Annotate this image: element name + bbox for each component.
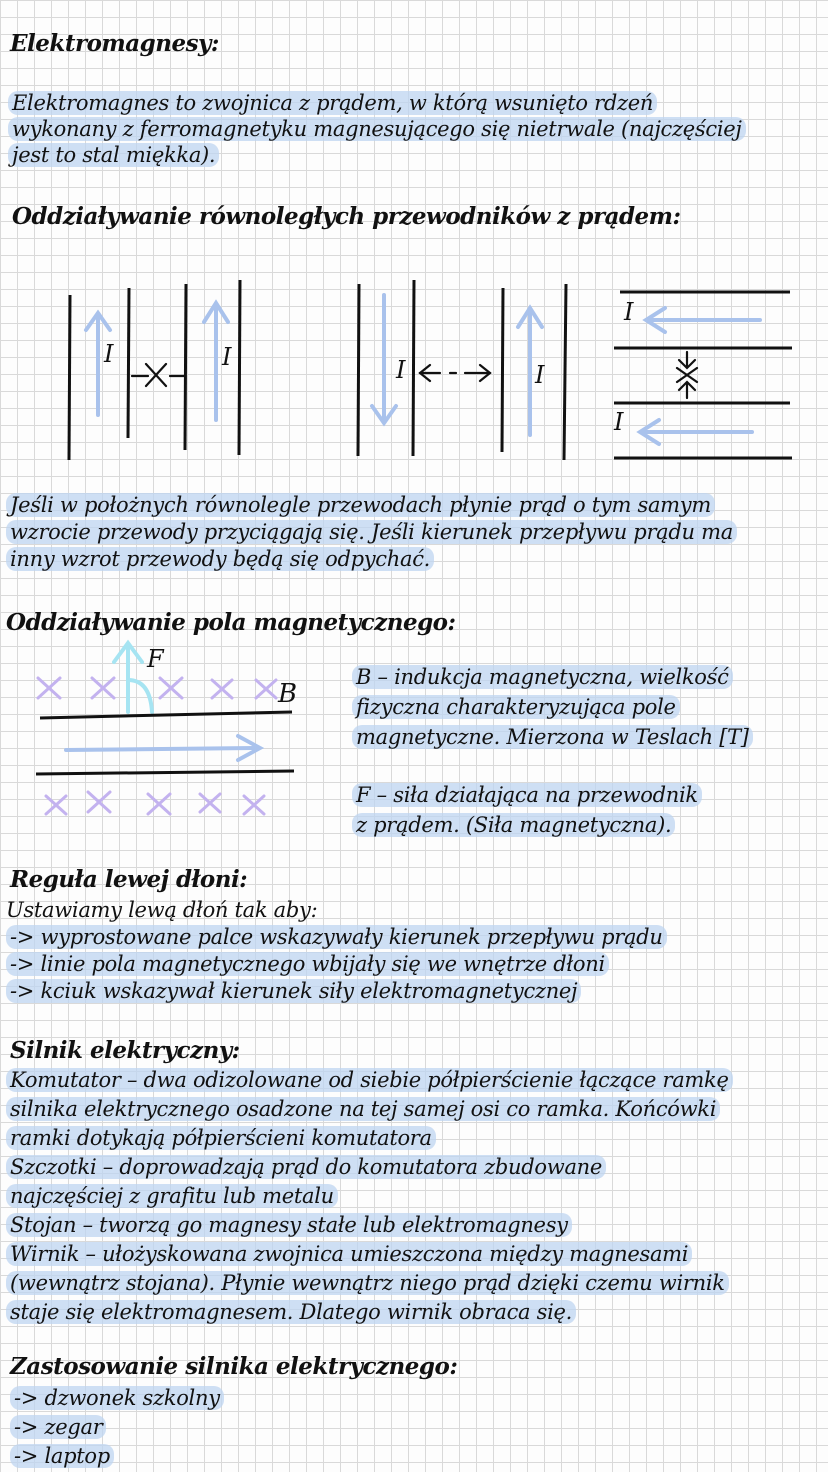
current-down-arrow [372, 295, 396, 423]
heading-magnetic-field: Oddziaływanie pola magnetycznego: [6, 609, 456, 636]
text-line: Elektromagnes to zwojnica z prądem, w którą wsunięto rdzeń [8, 91, 657, 115]
text-line: wzrocie przewody przyciągają się. Jeśli kierunek przepływu prądu ma [6, 520, 737, 544]
force-description [352, 780, 702, 840]
current-left-arrow [640, 420, 752, 444]
induction-label: B [278, 679, 298, 709]
heading-electromagnets: Elektromagnesy: [10, 30, 219, 57]
electromagnet-definition [8, 90, 746, 168]
current-label: I [104, 340, 114, 368]
text-line: Komutator – dwa odizolowane od siebie półpierścienie łączące ramkę [6, 1068, 733, 1092]
list-item: -> kciuk wskazywał kierunek siły elektromagnetycznej [6, 979, 581, 1003]
current-label: I [614, 408, 624, 436]
force-label: F [147, 645, 164, 673]
text-line: staje się elektromagnesem. Dlatego wirnik obraca się. [6, 1300, 576, 1324]
attraction-arrows [132, 364, 184, 386]
text-line: Szczotki – doprowadzają prąd do komutatora zbudowane [6, 1155, 606, 1179]
left-hand-intro: Ustawiamy lewą dłoń tak aby: [6, 898, 318, 922]
magnetic-field-diagram [0, 640, 330, 830]
text-line: najczęściej z grafitu lub metalu [6, 1184, 338, 1208]
heading-motor-applications: Zastosowanie silnika elektrycznego: [10, 1353, 458, 1380]
conductor-line [40, 712, 292, 718]
motor-description [6, 1066, 733, 1327]
text-line: F – siła działająca na przewodnik [352, 783, 702, 807]
list-item: -> linie pola magnetycznego wbijały się we wnętrze dłoni [6, 952, 609, 976]
parallel-conductors-diagram [0, 270, 828, 470]
text-line: B – indukcja magnetyczna, wielkość [352, 665, 733, 689]
repulsion-arrows [420, 365, 490, 381]
current-label: I [396, 356, 406, 384]
list-item: -> laptop [10, 1444, 114, 1468]
current-left-arrow [646, 308, 760, 332]
list-item: -> dzwonek szkolny [10, 1386, 224, 1410]
conductors-repelling [358, 280, 566, 460]
induction-description [352, 662, 753, 752]
text-line: ramki dotykają półpierścieni komutatora [6, 1126, 436, 1150]
text-line: silnika elektrycznego osadzone na tej samej osi co ramka. Końcówki [6, 1097, 720, 1121]
heading-parallel-conductors: Oddziaływanie równoległych przewodników z prądem: [12, 203, 681, 230]
current-label: I [222, 343, 232, 371]
text-line: Jeśli w położnych równolegle przewodach płynie prąd o tym samym [6, 493, 715, 517]
field-crosses-bottom [46, 792, 264, 814]
field-crosses-top [38, 678, 276, 698]
current-right-arrow [66, 736, 260, 760]
text-line: Stojan – tworzą go magnesy stałe lub elektromagnesy [6, 1213, 572, 1237]
current-label: I [624, 298, 634, 326]
attraction-arrows [677, 352, 697, 398]
list-item: -> zegar [10, 1415, 106, 1439]
text-line: z prądem. (Siła magnetyczna). [352, 813, 675, 837]
text-line: (wewnątrz stojana). Płynie wewnątrz niego prąd dzięki czemu wirnik [6, 1271, 729, 1295]
list-item: -> wyprostowane palce wskazywały kierunek przepływu prądu [6, 925, 667, 949]
heading-left-hand-rule: Reguła lewej dłoni: [10, 866, 248, 893]
conductor-line [36, 771, 294, 774]
text-line: inny wzrot przewody będą się odpychać. [6, 547, 434, 571]
left-hand-rule-text [6, 897, 667, 1005]
current-label: I [535, 361, 545, 389]
heading-electric-motor: Silnik elektryczny: [10, 1037, 240, 1064]
motor-applications-list [10, 1384, 224, 1471]
text-line: wykonany z ferromagnetyku magnesującego się nietrwale (najczęściej [8, 117, 746, 141]
text-line: jest to stal miękka). [8, 143, 219, 167]
parallel-conductors-description [6, 492, 737, 573]
text-line: Wirnik – ułożyskowana zwojnica umieszczona między magnesami [6, 1242, 692, 1266]
conductors-horizontal [613, 292, 792, 458]
text-line: fizyczna charakteryzująca pole [352, 695, 680, 719]
text-line: magnetyczne. Mierzona w Teslach [T] [352, 725, 753, 749]
conductors-attracting [69, 280, 240, 460]
